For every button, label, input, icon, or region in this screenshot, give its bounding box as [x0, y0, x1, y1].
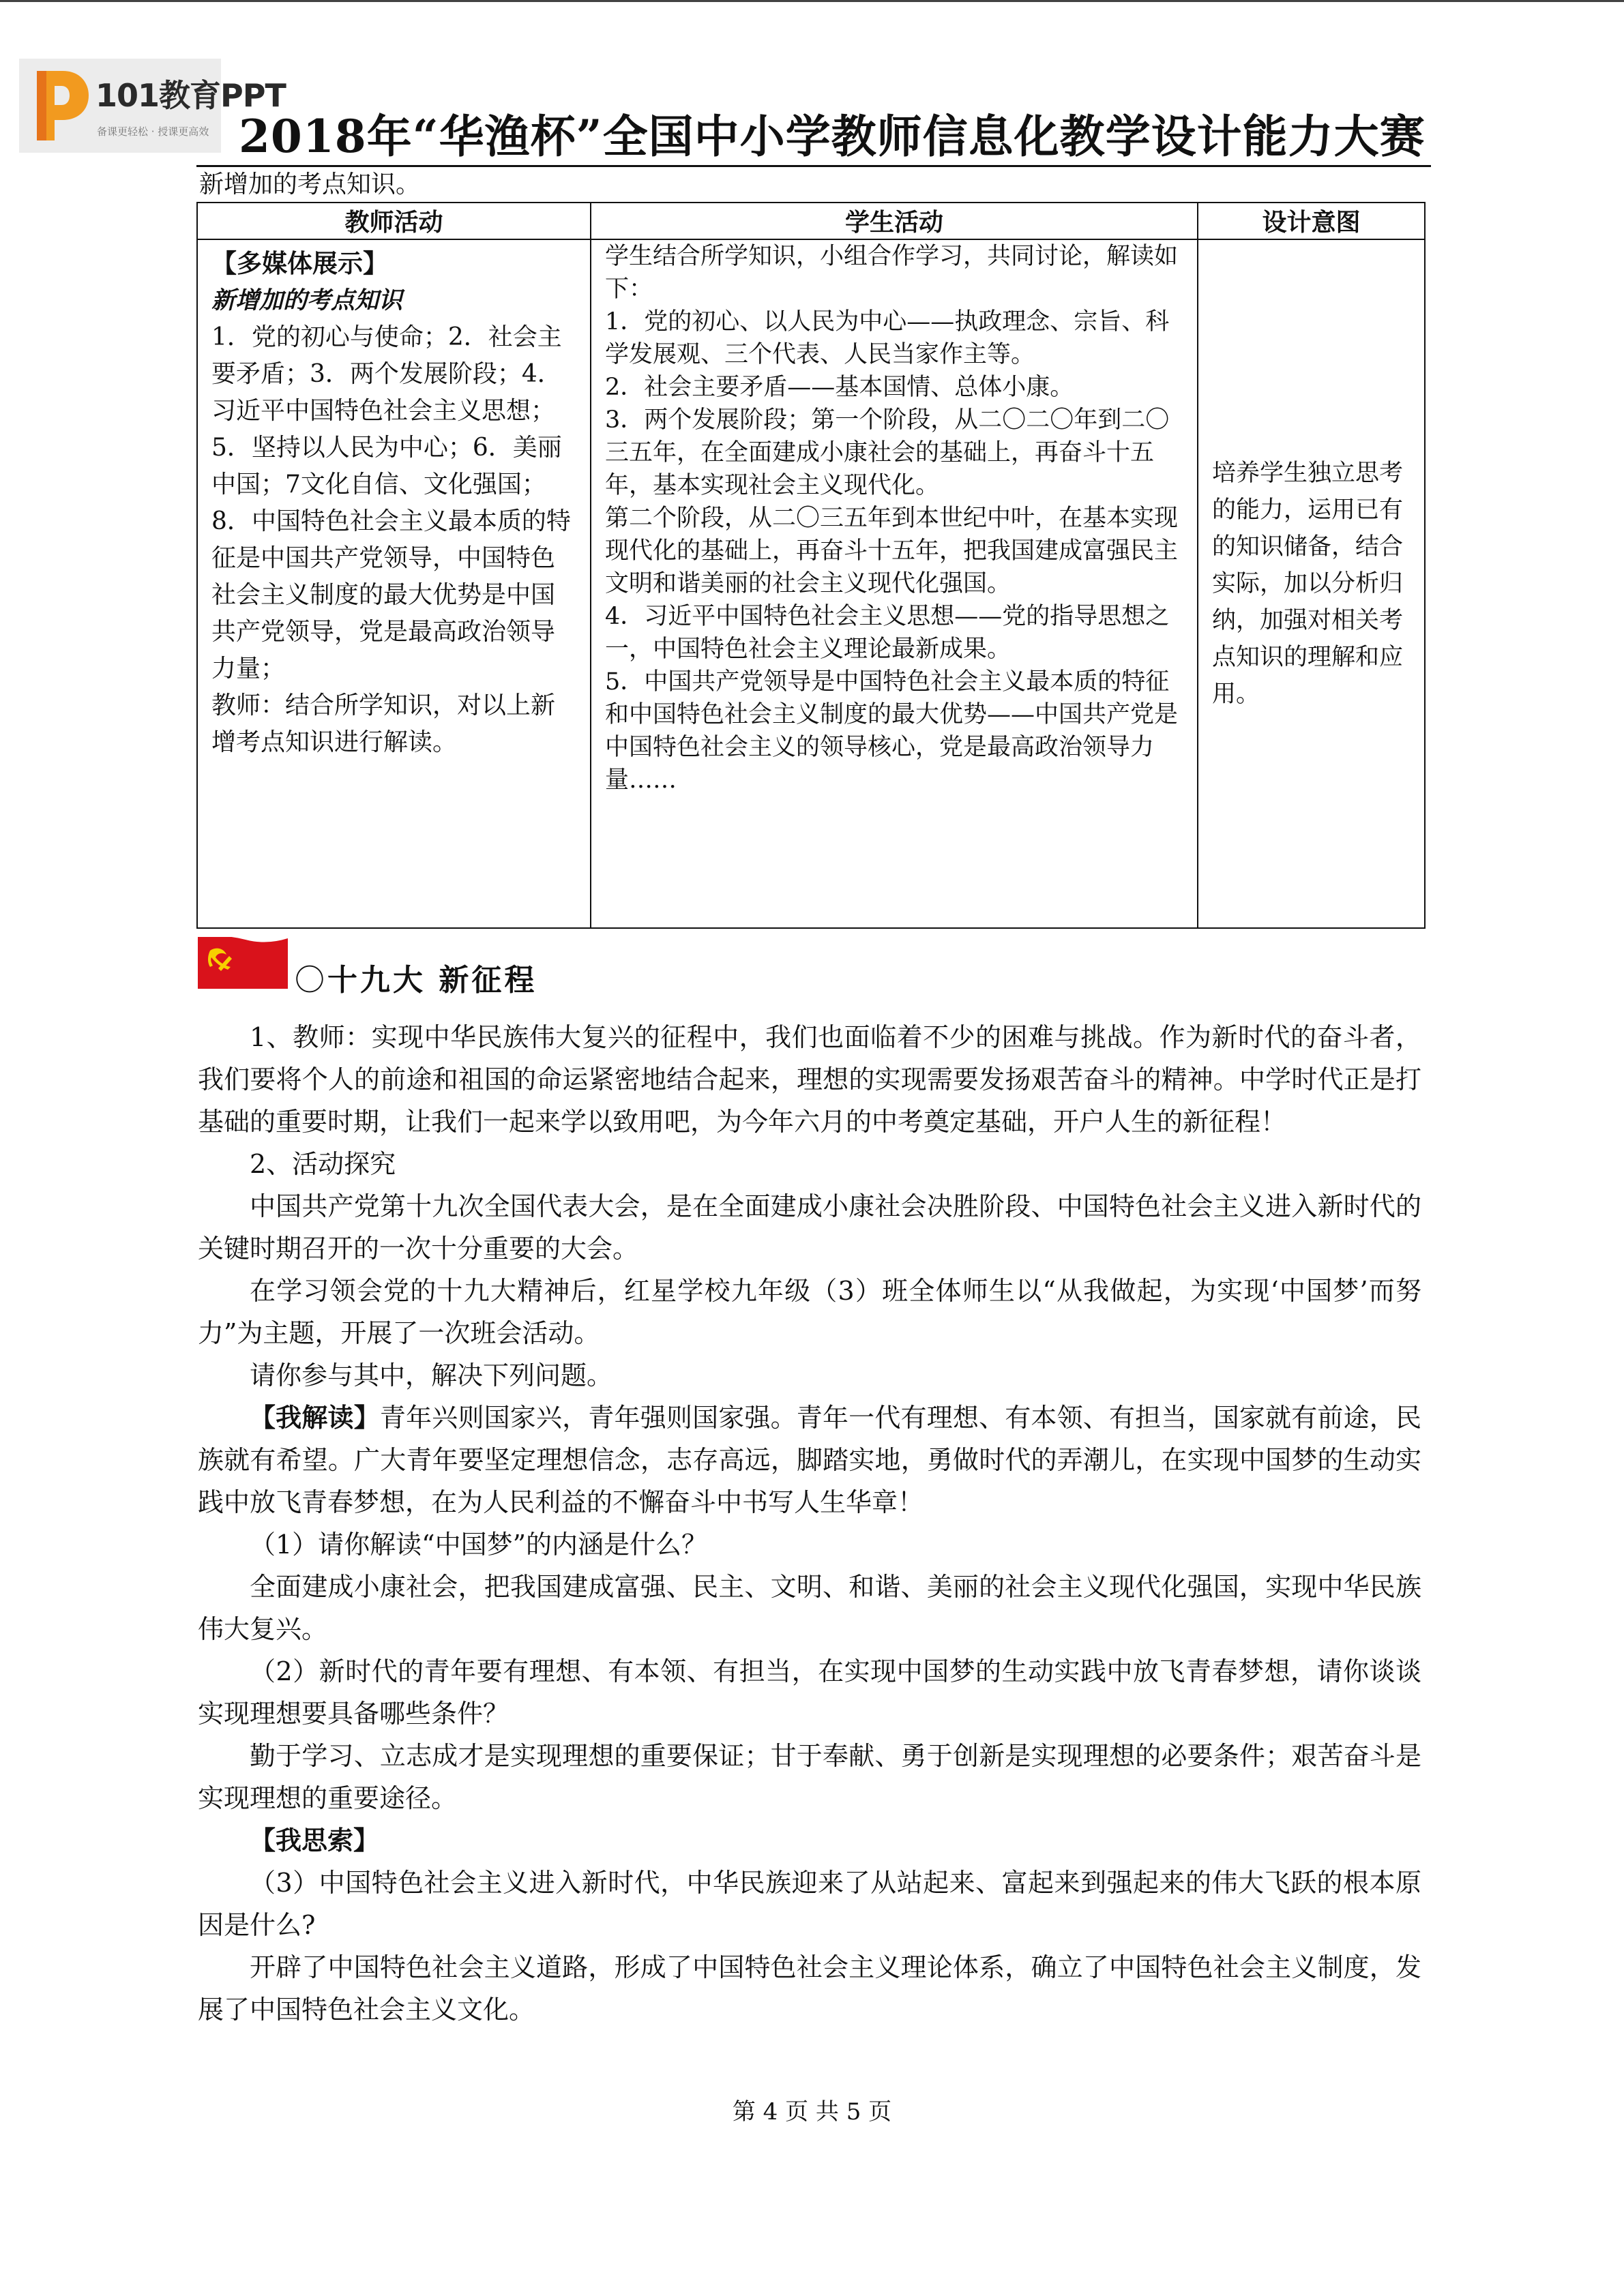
student-item: 学生结合所学知识，小组合作学习，共同讨论，解读如下：: [605, 243, 1179, 303]
header-teacher-activity: 教师活动: [197, 203, 591, 239]
design-intent-cell: 培养学生独立思考的能力，运用已有的知识储备，结合实际，加以分析归纳，加强对相关考点知识的理解和应用。: [1198, 239, 1425, 928]
jiedu-text: 青年兴则国家兴，青年强则国家强。青年一代有理想、有本领、有担当，国家就有前途，民族就有希望。广大青年要坚定理想信念，志存高远，脚踏实地，勇做时代的弄潮儿，在实现中国梦的生动实践中放飞青春梦想，在为人民利益的不懈奋斗中书写人生华章！: [198, 1403, 1421, 1517]
section-heading-text: 十九大 新征程: [327, 963, 537, 998]
jiedu-label: 【我解读】: [250, 1402, 380, 1433]
question-1: （1）请你解读“中国梦”的内涵是什么？: [250, 1530, 708, 1560]
teacher-activity-cell: [197, 239, 591, 928]
student-item: 2．社会主要矛盾——基本国情、总体小康。: [605, 374, 1074, 401]
multimedia-heading: 【多媒体展示】: [211, 249, 388, 278]
activity-heading: 2、活动探究: [250, 1149, 396, 1179]
top-border: [0, 0, 1624, 2]
header-student-activity: 学生活动: [591, 203, 1198, 239]
brand-logo: [19, 59, 286, 153]
paragraph: 在学习领会党的十九大精神后，红星学校九年级（3）班全体师生以“从我做起，为实现‘中国梦’而努力”为主题，开展了一次班会活动。: [198, 1276, 1421, 1348]
paragraph: 请你参与其中，解决下列问题。: [250, 1360, 613, 1390]
teacher-points: 1．党的初心与使命；2．社会主要矛盾；3．两个发展阶段；4．习近平中国特色社会主义思想；5．坚持以人民为中心；6．美丽中国；7文化自信、文化强国；8．中国特色社会主义最本质的特征是中国共产党领导，中国特色社会主义制度的最大优势是中国共产党领导，党是最高政治领导力量；: [211, 323, 571, 683]
answer-1: 全面建成小康社会，把我国建成富强、民主、文明、和谐、美丽的社会主义现代化强国，实现中华民族伟大复兴。: [198, 1572, 1421, 1644]
teacher-paragraph: 1、教师：实现中华民族伟大复兴的征程中，我们也面临着不少的困难与挑战。作为新时代的奋斗者，我们要将个人的前途和祖国的命运紧密地结合起来，理想的实现需要发扬艰苦奋斗的精神。中学时代正是打基础的重要时期，让我们一起来学以致用吧，为今年六月的中考奠定基础，开户人生的新征程！: [198, 1022, 1421, 1137]
student-item: 第二个阶段，从二〇三五年到本世纪中叶，在基本实现现代化的基础上，再奋斗十五年，把我国建成富强民主文明和谐美丽的社会主义现代化强国。: [605, 505, 1179, 597]
sisuo-label: 【我思索】: [250, 1825, 380, 1855]
table-row: [197, 239, 1425, 928]
student-item: 3．两个发展阶段；第一个阶段，从二〇二〇年到二〇三五年，在全面建成小康社会的基础上，再奋斗十五年，基本实现社会主义现代化。: [605, 406, 1170, 499]
page-title: 2018年“华渔杯”全国中小学教师信息化教学设计能力大赛: [239, 110, 1426, 163]
logo-text: 101教育PPT: [95, 77, 286, 114]
header-design-intent: 设计意图: [1198, 203, 1425, 239]
title-underline: [196, 165, 1431, 167]
p-logo-icon: [27, 67, 93, 145]
student-item: 1．党的初心、以人民为中心——执政理念、宗旨、科学发展观、三个代表、人民当家作主等。: [605, 308, 1170, 368]
party-flag-icon: [198, 936, 291, 990]
answer-3: 开辟了中国特色社会主义道路，形成了中国特色社会主义理论体系，确立了中国特色社会主义制度，发展了中国特色社会主义文化。: [198, 1952, 1421, 2025]
lesson-table: [196, 202, 1426, 929]
jiedu-paragraph: [198, 1397, 1421, 1523]
logo-tagline: 备课更轻松 · 授课更高效: [97, 125, 209, 138]
intro-text: 新增加的考点知识。: [199, 170, 421, 198]
new-knowledge-subheading: 新增加的考点知识: [211, 286, 403, 314]
paragraph: 中国共产党第十九次全国代表大会，是在全面建成小康社会决胜阶段、中国特色社会主义进入新时代的关键时期召开的一次十分重要的大会。: [198, 1191, 1421, 1264]
student-item: 5．中国共产党领导是中国特色社会主义最本质的特征和中国特色社会主义制度的最大优势——中国共产党是中国特色社会主义的领导核心，党是最高政治领导力量……: [605, 668, 1179, 794]
section-heading: [295, 960, 537, 1001]
student-activity-cell: [591, 239, 1198, 928]
page-number: 第 4 页 共 5 页: [732, 2098, 892, 2126]
answer-2: 勤于学习、立志成才是实现理想的重要保证；甘于奉献、勇于创新是实现理想的必要条件；艰苦奋斗是实现理想的重要途径。: [198, 1741, 1421, 1813]
teacher-note: 教师：结合所学知识，对以上新增考点知识进行解读。: [211, 691, 556, 756]
main-body: [198, 1016, 1421, 2031]
question-3: （3）中国特色社会主义进入新时代，中华民族迎来了从站起来、富起来到强起来的伟大飞跃的根本原因是什么?: [198, 1868, 1421, 1940]
student-item: 4．习近平中国特色社会主义思想——党的指导思想之一，中国特色社会主义理论最新成果。: [605, 603, 1170, 663]
table-header-row: [197, 203, 1425, 239]
ring-icon: 〇: [295, 963, 327, 998]
question-2: （2）新时代的青年要有理想、有本领、有担当，在实现中国梦的生动实践中放飞青春梦想，请你谈谈实现理想要具备哪些条件？: [198, 1656, 1421, 1729]
